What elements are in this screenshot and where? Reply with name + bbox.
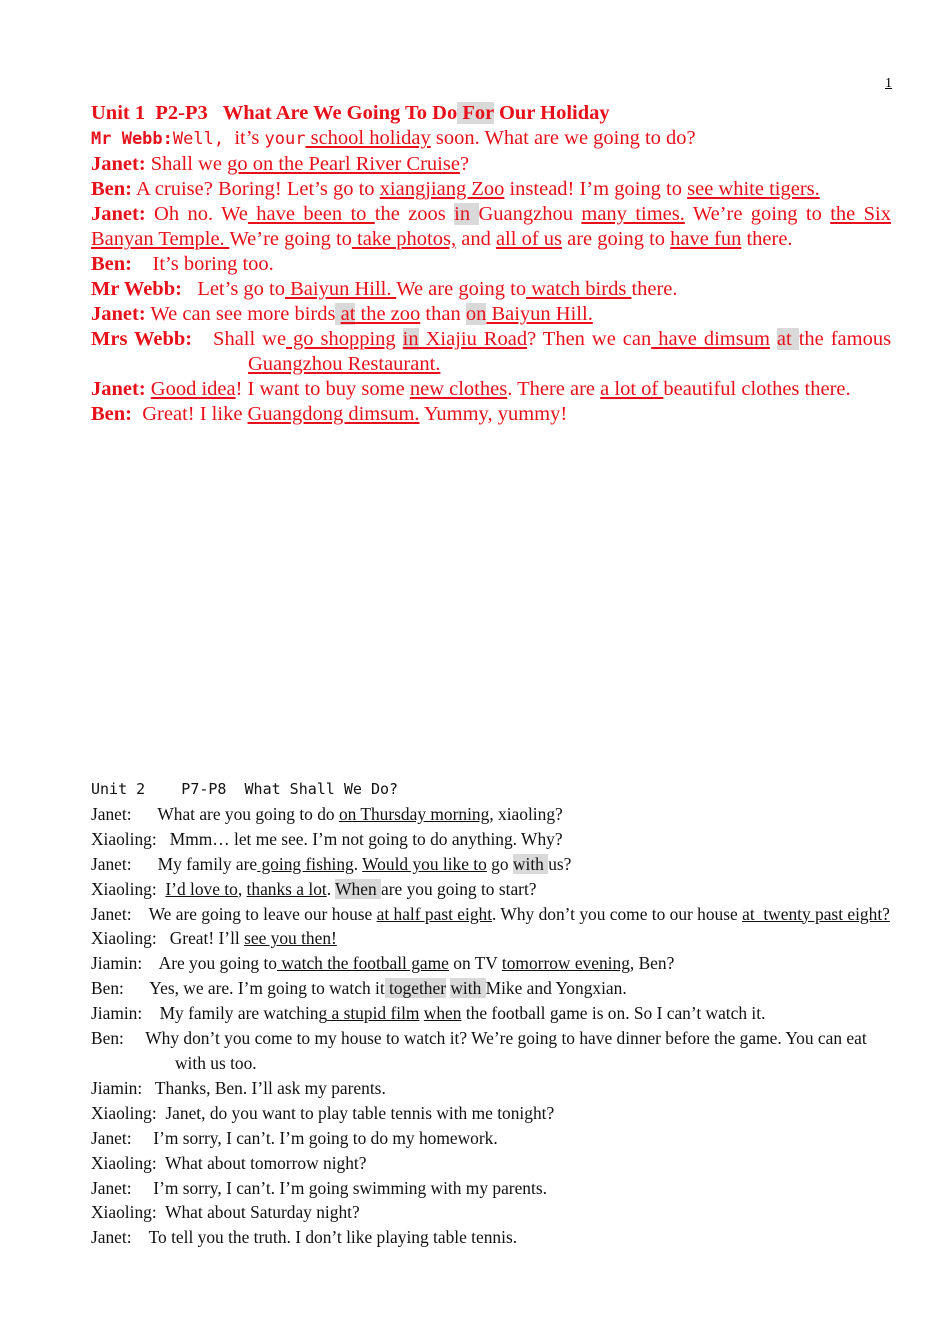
unit2-line: Xiaoling: Great! I’ll see you then! (91, 928, 337, 949)
unit2-line: Ben: Why don’t you come to my house to watch it? We’re going to have dinner before the game. You can eat with us too. (91, 1028, 867, 1073)
unit2-line: Jiamin: My family are watching a stupid film when the football game is on. So I can’t watch it. (91, 1003, 766, 1024)
unit2-section (91, 777, 891, 1250)
unit2-line: Janet: I’m sorry, I can’t. I’m going to do my homework. (91, 1127, 498, 1148)
unit1-line: Ben: A cruise? Boring! Let’s go to xiangjiang Zoo instead! I’m going to see white tigers. (91, 178, 820, 200)
unit1-line: Ben: It’s boring too. (91, 253, 274, 275)
unit2-line: Jiamin: Are you going to watch the football game on TV tomorrow evening, Ben? (91, 953, 675, 974)
unit2-line: Xiaoling: Janet, do you want to play table tennis with me tonight? (91, 1102, 555, 1123)
unit2-line: Janet: My family are going fishing. Would you like to go with us? (91, 853, 572, 874)
unit2-line: Janet: I’m sorry, I can’t. I’m going swimming with my parents. (91, 1177, 547, 1198)
page-number: 1 (885, 76, 892, 91)
unit2-line: Xiaoling: What about tomorrow night? (91, 1152, 367, 1173)
unit1-line: Mrs Webb: Shall we go shopping in Xiajiu Road? Then we can have dimsum at the famous Guangzhou Restaurant. (91, 328, 892, 375)
unit2-line: Ben: Yes, we are. I’m going to watch it together with Mike and Yongxian. (91, 978, 627, 999)
unit2-line: Xiaoling: What about Saturday night? (91, 1202, 360, 1223)
unit2-line: Xiaoling: I’d love to, thanks a lot. When are you going to start? (91, 878, 537, 899)
unit2-line: Janet: What are you going to do on Thursday morning, xiaoling? (91, 803, 563, 824)
unit1-title: Unit 1 P2-P3 What Are We Going To Do For Our Holiday (91, 102, 610, 124)
unit2-line: Xiaoling: Mmm… let me see. I’m not going to do anything. Why? (91, 828, 563, 849)
unit2-title: Unit 2 P7-P8 What Shall We Do? (91, 780, 399, 798)
unit2-line: Jiamin: Thanks, Ben. I’ll ask my parents. (91, 1077, 386, 1098)
unit1-line: Janet: Oh no. We have been to the zoos in Guangzhou many times. We’re going to the Six Banyan Temple. We’re going to take photos, and all of us are going to have fun there. (91, 203, 891, 250)
unit1-line: Mr Webb: Let’s go to Baiyun Hill. We are going to watch birds there. (91, 278, 678, 300)
unit2-line: Janet: To tell you the truth. I don’t like playing table tennis. (91, 1227, 518, 1248)
unit2-line: Janet: We are going to leave our house at half past eight. Why don’t you come to our house at twenty past eight? (91, 903, 890, 924)
unit1-line: Janet: Good idea! I want to buy some new clothes. There are a lot of beautiful clothes there. (91, 378, 851, 400)
unit1-line: Mr Webb:Well, it’s your school holiday soon. What are we going to do? (91, 127, 696, 149)
unit1-line: Janet: We can see more birds at the zoo than on Baiyun Hill. (91, 303, 593, 325)
unit1-section (91, 101, 891, 427)
unit1-line: Ben: Great! I like Guangdong dimsum. Yummy, yummy! (91, 403, 568, 425)
unit1-line: Janet: Shall we go on the Pearl River Cruise? (91, 153, 470, 175)
